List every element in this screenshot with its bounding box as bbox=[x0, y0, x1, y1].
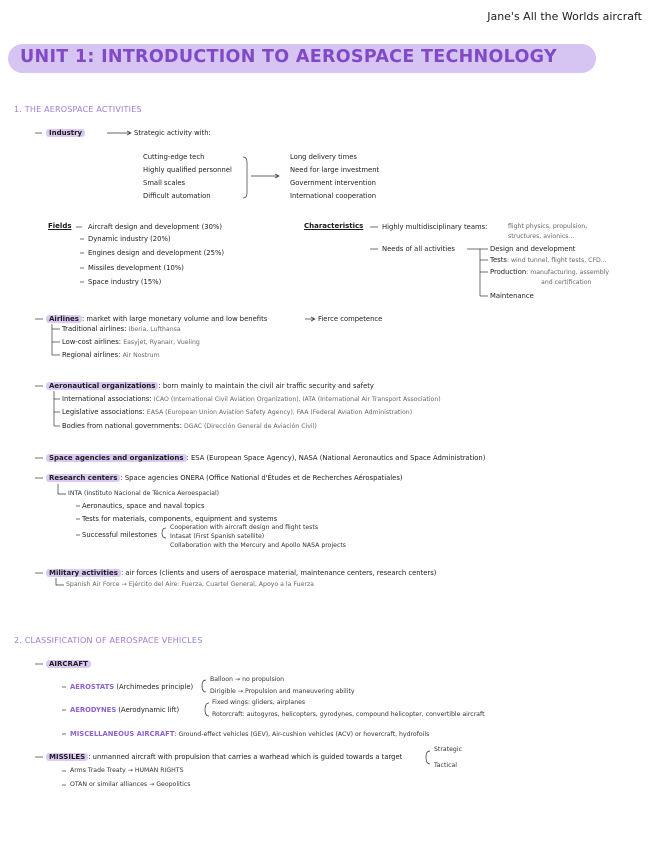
header-author: Jane's All the Worlds aircraft bbox=[487, 10, 642, 23]
milestone-item: Cooperation with aircraft design and flight tests bbox=[170, 524, 319, 531]
airline-item: Low-cost airlines: Easyjet, Ryanair, Vueling bbox=[62, 338, 200, 346]
inta-item: Aeronautics, space and naval topics bbox=[82, 502, 205, 510]
industry-feature: Highly qualified personnel bbox=[143, 166, 232, 174]
aircraft-label: AIRCRAFT bbox=[46, 660, 91, 668]
military-row: Military activities : air forces (clients and users of aerospace material, maintenance centers, research centers) bbox=[46, 569, 436, 578]
field-item: Missiles development (10%) bbox=[88, 264, 184, 272]
field-item: Dynamic industry (20%) bbox=[88, 235, 171, 243]
production-detail: and certification bbox=[541, 279, 592, 286]
misc-aircraft-row: MISCELLANEOUS AIRCRAFT: Ground-effect vehicles (GEV), Air-cushion vehicles (ACV) or hovercraft, hydrofoils bbox=[70, 730, 430, 738]
milestone-item: Intasat (First Spanish satellite) bbox=[170, 533, 265, 540]
missile-type: Strategic bbox=[434, 746, 462, 753]
airline-item: Traditional airlines: Iberia, Lufthansa bbox=[62, 325, 181, 333]
needs-item: Design and development bbox=[490, 245, 576, 253]
space-agencies-row: Space agencies and organizations : ESA (European Space Agency), NASA (National Aeronautics and Space Administration) bbox=[46, 454, 485, 463]
aero-org-item: Legislative associations: EASA (European Union Aviation Safety Agency), FAA (Federal Aviation Administration) bbox=[62, 408, 413, 416]
airlines-result: Fierce competence bbox=[318, 315, 383, 323]
missile-type: Tactical bbox=[434, 762, 458, 769]
aero-orgs-row: Aeronautical organizations : born mainly to maintain the civil air traffic security and safety bbox=[46, 382, 374, 391]
aerodyne-item: Fixed wings: gliders, airplanes bbox=[212, 699, 306, 706]
missile-item: OTAN or similar alliances → Geopolitics bbox=[70, 781, 191, 788]
industry-consequence: International cooperation bbox=[290, 192, 377, 200]
missile-item: Arms Trade Treaty → HUMAN RIGHTS bbox=[70, 767, 184, 774]
industry-feature: Cutting-edge tech bbox=[143, 153, 205, 161]
missiles-row: MISSILES : unmanned aircraft with propulsion that carries a warhead which is guided towards a target bbox=[46, 753, 402, 762]
needs-item: Tests: wind tunnel, flight tests, CFD... bbox=[490, 256, 607, 264]
needs-item: Maintenance bbox=[490, 292, 534, 300]
multidisciplinary-detail: structures, avionics... bbox=[508, 233, 575, 240]
research-row: Research centers : Space agencies ONERA (Office National d'Études et de Recherches Aérospatiales) bbox=[46, 474, 403, 483]
industry-consequence: Government intervention bbox=[290, 179, 376, 187]
aerostat-item: Balloon → no propulsion bbox=[210, 676, 285, 683]
multidisciplinary-text: Highly multidisciplinary teams: bbox=[382, 223, 488, 231]
industry-consequence: Need for large investment bbox=[290, 166, 380, 174]
aerodyne-item: Rotorcraft: autogyros, helicopters, gyrodynes, compound helicopter, convertible aircraft bbox=[212, 711, 485, 718]
military-spanish: Spanish Air Force → Ejército del Aire: Fuerza, Cuartel General, Apoyo a la Fuerza bbox=[66, 581, 314, 588]
section-heading-1: 1. THE AEROSPACE ACTIVITIES bbox=[14, 105, 142, 114]
industry-feature: Difficult automation bbox=[143, 192, 211, 200]
aero-org-item: Bodies from national governments: DGAC (Dirección General de Aviación Civil) bbox=[62, 422, 317, 430]
aerodynes-row: AERODYNES (Aerodynamic lift) bbox=[70, 706, 180, 714]
airline-item: Regional airlines: Air Nostrum bbox=[62, 351, 160, 359]
inta-item: Tests for materials, components, equipment and systems bbox=[82, 515, 278, 523]
aerostat-item: Dirigible → Propulsion and maneuvering ability bbox=[210, 688, 355, 695]
airlines-row: Airlines : market with large monetary volume and low benefits bbox=[46, 315, 267, 324]
multidisciplinary-detail: flight physics, propulsion, bbox=[508, 223, 588, 230]
milestones-label: Successful milestones bbox=[82, 531, 158, 539]
industry-arrow-text: Strategic activity with: bbox=[134, 129, 211, 137]
fields-label: Fields bbox=[48, 222, 72, 230]
industry-label: Industry bbox=[46, 129, 85, 137]
industry-feature: Small scales bbox=[143, 179, 186, 187]
needs-item: Production: manufacturing, assembly bbox=[490, 268, 610, 276]
milestone-item: Collaboration with the Mercury and Apollo NASA projects bbox=[170, 542, 347, 549]
characteristics-label: Characteristics bbox=[304, 222, 364, 230]
industry-consequence: Long delivery times bbox=[290, 153, 357, 161]
field-item: Space industry (15%) bbox=[88, 278, 162, 286]
page-title: UNIT 1: INTRODUCTION TO AEROSPACE TECHNOLOGY bbox=[20, 47, 557, 67]
aerostats-row: AEROSTATS (Archimedes principle) bbox=[70, 683, 194, 691]
field-item: Aircraft design and development (30%) bbox=[88, 223, 223, 231]
field-item: Engines design and development (25%) bbox=[88, 249, 225, 257]
needs-label: Needs of all activities bbox=[382, 245, 455, 253]
aero-org-item: International associations: ICAO (International Civil Aviation Organization), IATA (International Air Transport Association) bbox=[62, 395, 441, 403]
inta-text: INTA (Instituto Nacional de Técnica Aeroespacial) bbox=[68, 490, 220, 497]
section-heading-2: 2. CLASSIFICATION OF AEROSPACE VEHICLES bbox=[14, 636, 203, 645]
